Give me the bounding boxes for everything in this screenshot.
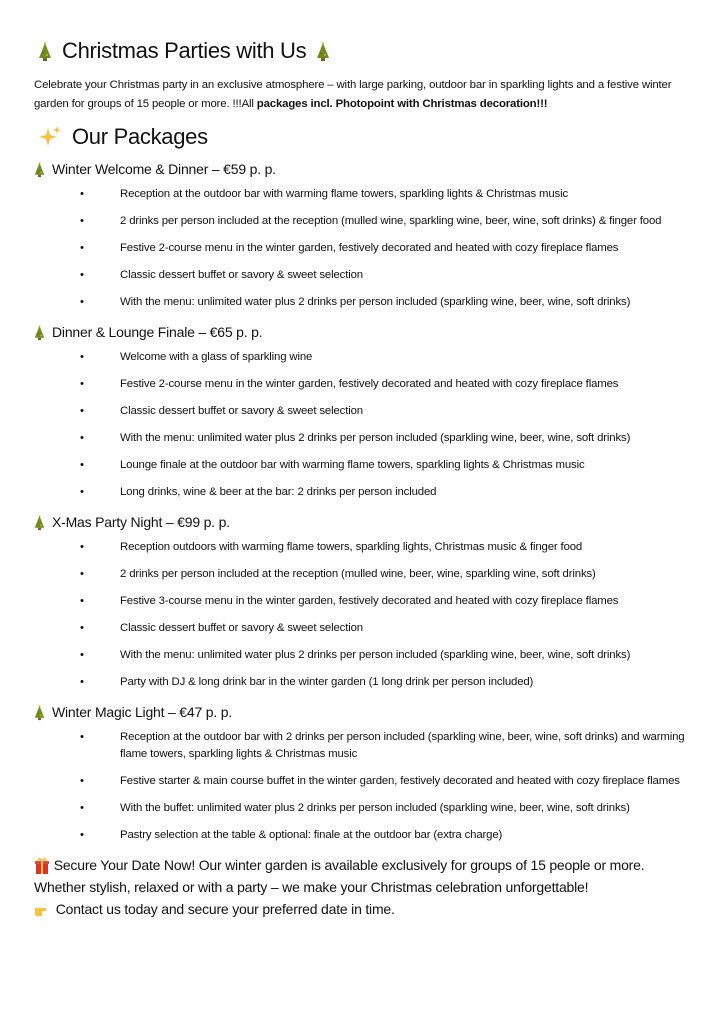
list-item: • Party with DJ & long drink bar in the winter garden (1 long drink per person included) — [34, 674, 690, 691]
list-item: • With the menu: unlimited water plus 2 drinks per person included (sparkling wine, beer, wine, soft drinks) — [34, 430, 690, 447]
list-item: • Festive starter & main course buffet in the winter garden, festively decorated and heated with cozy fireplace flames — [34, 773, 690, 790]
list-item: • Lounge finale at the outdoor bar with warming flame towers, sparkling lights & Christmas music — [34, 457, 690, 474]
bullet: • — [80, 242, 84, 254]
packages-heading: Our Packages — [38, 122, 690, 152]
package-title: Dinner & Lounge Finale – €65 p. p. — [34, 321, 690, 343]
package-items — [34, 349, 690, 501]
list-item: • 2 drinks per person included at the reception (mulled wine, sparkling wine, beer, wine, soft drinks) & finger food — [34, 213, 690, 230]
pointing-hand-icon — [34, 902, 52, 918]
list-item: • Classic dessert buffet or savory & sweet selection — [34, 403, 690, 420]
christmas-tree-icon — [38, 36, 52, 66]
bullet: • — [80, 541, 84, 553]
list-item: • Festive 3-course menu in the winter garden, festively decorated and heated with cozy fireplace flames — [34, 593, 690, 610]
christmas-tree-icon — [34, 511, 45, 533]
list-item: • Welcome with a glass of sparkling wine — [34, 349, 690, 366]
christmas-tree-icon — [316, 36, 330, 66]
bullet: • — [80, 432, 84, 444]
packages-list — [34, 158, 690, 844]
bullet: • — [80, 405, 84, 417]
list-item: • Festive 2-course menu in the winter garden, festively decorated and heated with cozy fireplace flames — [34, 376, 690, 393]
bullet: • — [80, 829, 84, 841]
bullet: • — [80, 296, 84, 308]
list-item: • Reception at the outdoor bar with warming flame towers, sparkling lights & Christmas music — [34, 186, 690, 203]
list-item: • Reception at the outdoor bar with 2 drinks per person included (sparkling wine, beer, wine, soft drinks) and warming flame towers, sparkling lights & Christmas music — [80, 731, 685, 760]
package-items — [34, 539, 690, 691]
bullet: • — [80, 595, 84, 607]
gift-icon — [34, 857, 50, 875]
bullet: • — [80, 459, 84, 471]
list-item: • Classic dessert buffet or savory & sweet selection — [34, 267, 690, 284]
list-item: • Reception outdoors with warming flame towers, sparkling lights, Christmas music & finger food — [34, 539, 690, 556]
christmas-tree-icon — [34, 158, 45, 180]
christmas-tree-icon — [34, 321, 45, 343]
closing-paragraph: Secure Your Date Now! Our winter garden is available exclusively for groups of 15 people or more. Whether stylish, relaxed or with a party – we make your Christmas celebration unforgettable! Contact us today and secure your preferred date in time. — [34, 857, 645, 917]
list-item: • Classic dessert buffet or savory & sweet selection — [34, 620, 690, 637]
list-item: • With the buffet: unlimited water plus 2 drinks per person included (sparkling wine, beer, wine, soft drinks) — [34, 800, 690, 817]
package-items — [34, 186, 690, 311]
list-item: • 2 drinks per person included at the reception (mulled wine, beer, wine, sparkling wine, soft drinks) — [34, 566, 690, 583]
bullet: • — [80, 269, 84, 281]
bullet: • — [80, 486, 84, 498]
package-title: Winter Magic Light – €47 p. p. — [34, 701, 690, 723]
bullet: • — [80, 568, 84, 580]
bullet: • — [80, 188, 84, 200]
bullet: • — [80, 802, 84, 814]
bullet: • — [80, 622, 84, 634]
christmas-tree-icon — [34, 701, 45, 723]
bullet: • — [80, 378, 84, 390]
list-item: • Long drinks, wine & beer at the bar: 2 drinks per person included — [34, 484, 690, 501]
intro-paragraph: Celebrate your Christmas party in an exclusive atmosphere – with large parking, outdoor bar in sparkling lights and a festive winter garden for groups of 15 people or more. !!!All packages incl. Photopoint with Christmas decoration!!! — [34, 79, 672, 110]
sparkles-icon — [38, 125, 62, 149]
package-title: X-Mas Party Night – €99 p. p. — [34, 511, 690, 533]
page-title: Christmas Parties with Us — [38, 36, 690, 66]
bullet: • — [80, 731, 84, 743]
bullet: • — [80, 215, 84, 227]
bullet: • — [80, 649, 84, 661]
list-item: • With the menu: unlimited water plus 2 drinks per person included (sparkling wine, beer, wine, soft drinks) — [34, 294, 690, 311]
list-item: • With the menu: unlimited water plus 2 drinks per person included (sparkling wine, beer, wine, soft drinks) — [34, 647, 690, 664]
bullet: • — [80, 351, 84, 363]
package-items — [34, 729, 690, 844]
package-title: Winter Welcome & Dinner – €59 p. p. — [34, 158, 690, 180]
bullet: • — [80, 775, 84, 787]
list-item: • Festive 2-course menu in the winter garden, festively decorated and heated with cozy fireplace flames — [34, 240, 690, 257]
bullet: • — [80, 676, 84, 688]
list-item: • Pastry selection at the table & optional: finale at the outdoor bar (extra charge) — [34, 827, 690, 844]
